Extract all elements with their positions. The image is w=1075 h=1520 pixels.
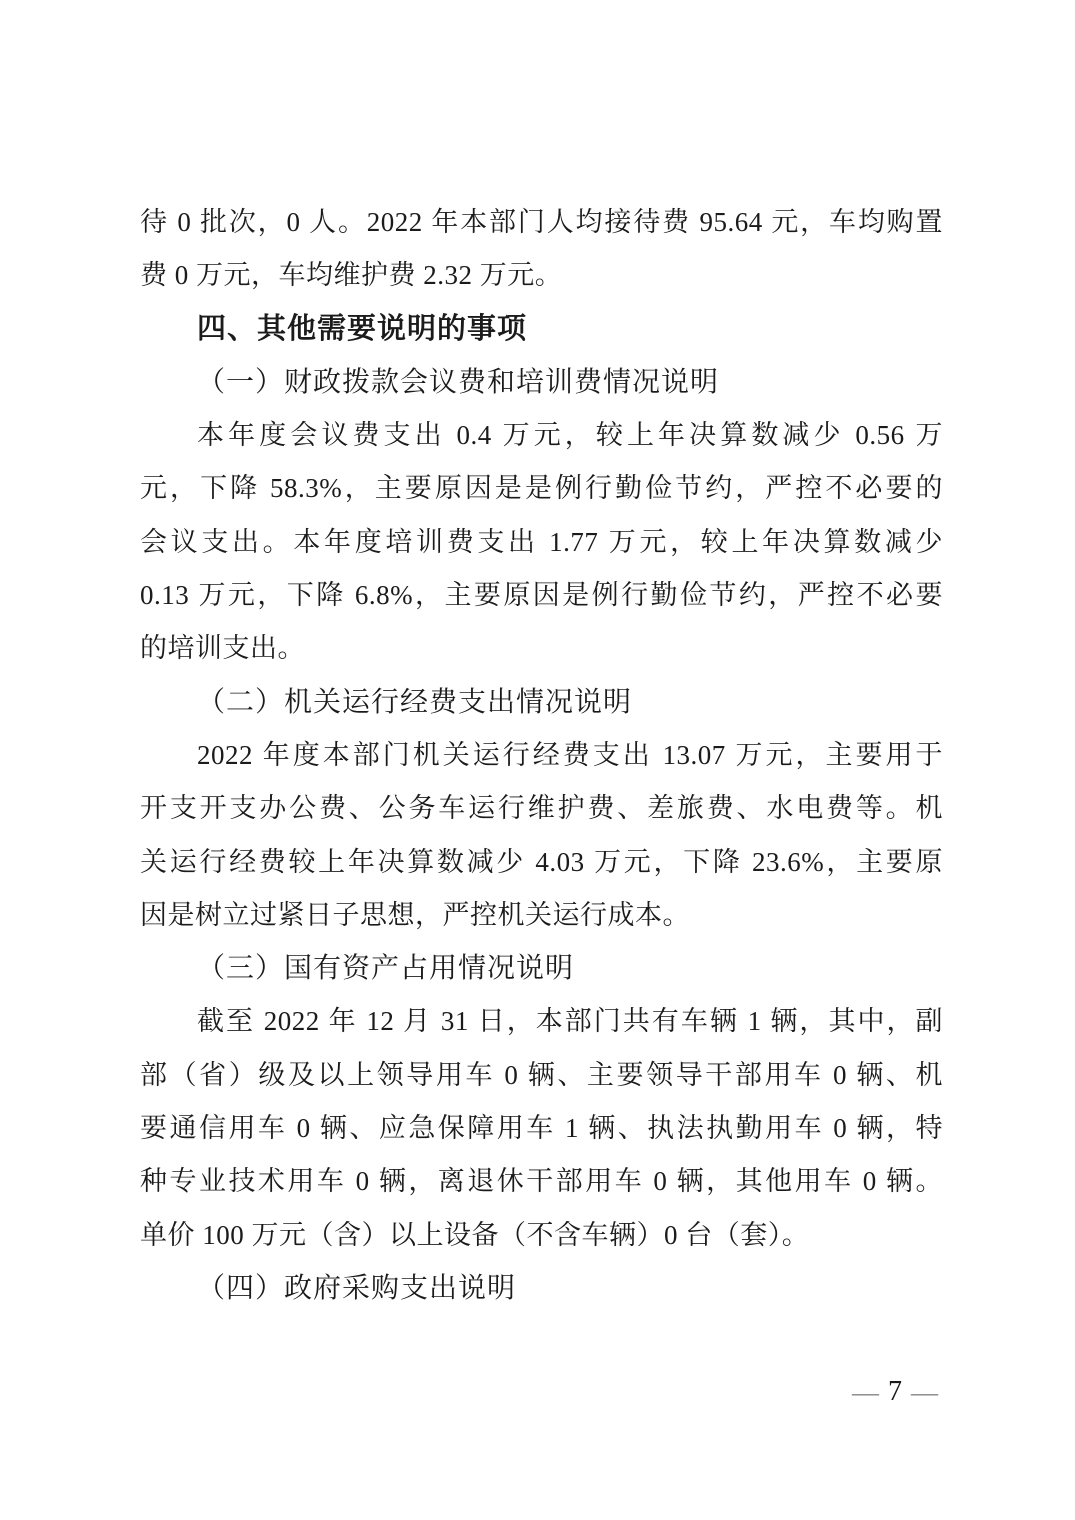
body-line: 单价 100 万元（含）以上设备（不含车辆）0 台（套）。 (140, 1219, 810, 1250)
body-line: 截至 2022 年 12 月 31 日，本部门共有车辆 1 辆，其中，副 (197, 1006, 943, 1037)
page-number: 7 (888, 1376, 902, 1407)
subsection-heading: （一）财政拨款会议费和培训费情况说明 (197, 366, 720, 398)
footer-dash-right: — (911, 1377, 938, 1407)
body-line: 种专业技术用车 0 辆，离退休干部用车 0 辆，其他用车 0 辆。 (140, 1166, 943, 1197)
body-line: 本年度会议费支出 0.4 万元，较上年决算数减少 0.56 万 (197, 420, 943, 451)
document-body (140, 196, 943, 1315)
body-line: 费 0 万元，车均维护费 2.32 万元。 (140, 260, 563, 291)
footer-dash-left: — (852, 1377, 879, 1407)
body-line: 2022 年度本部门机关运行经费支出 13.07 万元，主要用于 (197, 739, 943, 770)
body-line: 元，下降 58.3%，主要原因是是例行勤俭节约，严控不必要的 (140, 473, 943, 504)
body-line: 要通信用车 0 辆、应急保障用车 1 辆、执法执勤用车 0 辆，特 (140, 1113, 943, 1144)
body-line: 的培训支出。 (140, 633, 305, 664)
subsection-heading: （三）国有资产占用情况说明 (197, 953, 575, 985)
subsection-heading: （二）机关运行经费支出情况说明 (197, 686, 633, 718)
section-heading: 四、其他需要说明的事项 (197, 312, 528, 345)
body-line: 会议支出。本年度培训费支出 1.77 万元，较上年决算数减少 (140, 526, 943, 557)
body-line: 因是树立过紧日子思想，严控机关运行成本。 (140, 899, 690, 930)
body-line: 关运行经费较上年决算数减少 4.03 万元，下降 23.6%，主要原 (140, 846, 943, 877)
page-footer (852, 1372, 938, 1412)
body-line: 待 0 批次，0 人。2022 年本部门人均接待费 95.64 元，车均购置 (140, 207, 943, 237)
body-line: 开支开支办公费、公务车运行维护费、差旅费、水电费等。机 (140, 793, 943, 824)
body-line: 0.13 万元，下降 6.8%，主要原因是例行勤俭节约，严控不必要 (140, 580, 943, 611)
subsection-heading: （四）政府采购支出说明 (197, 1272, 517, 1304)
body-line: 部（省）级及以上领导用车 0 辆、主要领导干部用车 0 辆、机 (140, 1059, 943, 1090)
